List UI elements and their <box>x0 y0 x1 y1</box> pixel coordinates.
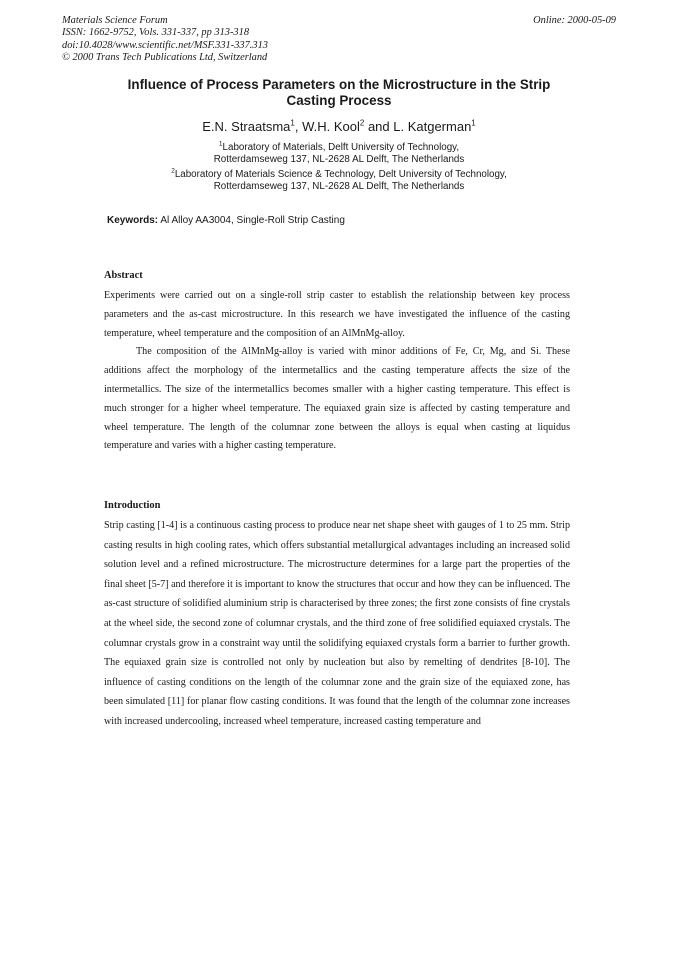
affiliation-1-mark: 1 <box>218 140 223 148</box>
introduction-heading: Introduction <box>104 500 161 511</box>
affiliation-1-line-2: Rotterdamseweg 137, NL-2628 AL Delft, The Netherlands <box>213 154 465 166</box>
affiliation-1 <box>100 142 578 167</box>
affiliation-2-line-1: Laboratory of Materials Science & Technology, Delt University of Technology, <box>174 169 507 180</box>
abstract-paragraph-2: The composition of the AlMnMg-alloy is varied with minor additions of Fe, Cr, Mg, and Si. These additions affect the morphology of the intermetallics and the casting temperature affects the size of the intermetallics. The size of the intermetallics becomes smaller with a higher casting temperature. This effect is much stronger for a higher wheel temperature. The equiaxed grain size is affected by casting temperature and wheel temperature. The length of the columnar zone between the alloys is equal when casting at liquidus temperature and varies with a higher casting temperature. <box>104 346 570 452</box>
author-2-affil-mark: 2 <box>359 118 365 128</box>
author-separator: and <box>364 119 394 134</box>
keywords-text: Al Alloy AA3004, Single-Roll Strip Casting <box>160 215 345 226</box>
journal-name: Materials Science Forum <box>62 15 168 26</box>
affiliation-2 <box>100 169 578 194</box>
paper-title <box>100 77 578 109</box>
title-line-2: Casting Process <box>286 93 392 108</box>
introduction-body <box>104 516 570 732</box>
affiliation-2-line-2: Rotterdamseweg 137, NL-2628 AL Delft, The Netherlands <box>213 181 465 193</box>
author-1-affil-mark: 1 <box>290 118 295 128</box>
affiliation-1-line-1: Laboratory of Materials, Delft University of Technology, <box>222 142 460 153</box>
journal-header <box>62 15 502 64</box>
author-separator: , <box>294 119 303 134</box>
author-list <box>100 119 578 134</box>
copyright-line: © 2000 Trans Tech Publications Ltd, Switzerland <box>62 51 268 63</box>
keywords-label: Keywords: <box>107 215 159 226</box>
author-1: E.N. Straatsma <box>202 119 291 134</box>
issn-line: ISSN: 1662-9752, Vols. 331-337, pp 313-318 <box>62 27 250 39</box>
doi-line: doi:10.4028/www.scientific.net/MSF.331-337.313 <box>62 39 268 51</box>
introduction-paragraph-1: Strip casting [1-4] is a continuous casting process to produce near net shape sheet with gauges of 1 to 25 mm. Strip casting results in high cooling rates, which offers substantial metallurgical advantages including an increased solid solution level and a refined microstructure. The microstructure determines for a large part the properties of the final sheet [5-7] and therefore it is important to know the structures that occur and how they can be influenced. The as-cast structure of solidified aluminium strip is characterised by three zones; the first zone consists of fine crystals at the wheel side, the second zone of columnar crystals, and the third zone of free solidified equiaxed crystals. The columnar crystals grow in a constraint way until the solidifying equiaxed crystals form a barrier to further growth. The equiaxed grain size is controlled not only by nucleation but also by remelting of dendrites [8-10]. The influence of casting conditions on the length of the columnar zone and the grain size of the equiaxed zone, has been simulated [11] for planar flow casting conditions. It was found that the length of the columnar zone increases with increased undercooling, increased wheel temperature, increased casting temperature and <box>104 520 570 727</box>
author-3-affil-mark: 1 <box>471 118 476 128</box>
abstract-paragraph-1: Experiments were carried out on a single-roll strip caster to establish the relationship between key process parameters and the as-cast microstructure. In this research we have investigated the influence of the casting temperature, wheel temperature and the composition of an AlMnMg-alloy. <box>104 290 570 339</box>
author-3: L. Katgerman <box>393 119 472 134</box>
title-line-1: Influence of Process Parameters on the Microstructure in the Strip <box>127 77 551 92</box>
online-date: Online: 2000-05-09 <box>533 15 616 26</box>
abstract-body <box>104 287 570 456</box>
affiliation-2-mark: 2 <box>171 167 175 175</box>
keywords <box>107 215 345 226</box>
abstract-heading: Abstract <box>104 270 143 281</box>
author-2: W.H. Kool <box>302 119 360 134</box>
